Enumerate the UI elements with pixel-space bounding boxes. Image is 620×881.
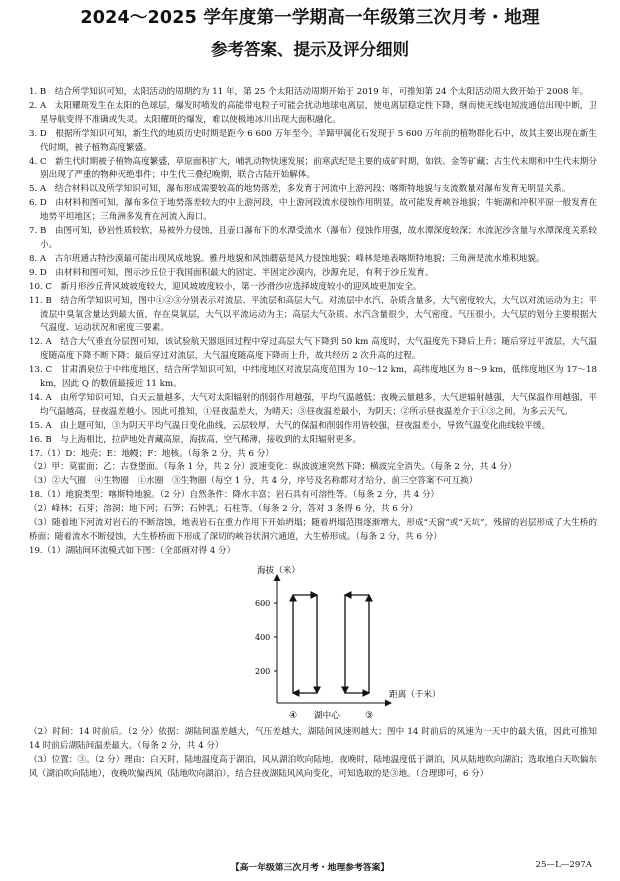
answer-item: 7. B 由图可知，砂岩性质较软，易被外力侵蚀，且壶口瀑布下的水潭受流水（瀑布）侵蚀作用强，故水潭深度较深；水流泥沙含量与水潭深度关系较小。 — [29, 226, 597, 250]
answer-item: 10. C 新月形沙丘背风坡坡度较大，迎风坡坡度较小，第一沙滑沙应选择坡度较小的迎风坡更加安全。 — [29, 281, 422, 292]
page-title: 2024～2025 学年度第一学期高一年级第三次月考・地理 — [80, 8, 540, 28]
y-tick-label: 600 — [255, 598, 271, 608]
answer-item: 18.（1）地貌类型：喀斯特地貌。（2 分）自然条件：降水丰富；岩石具有可溶性等。（每条 2 分，共 4 分） — [29, 490, 440, 501]
answer-item: 1. B 结合所学知识可知，太阳活动的周期约为 11 年，第 25 个太阳活动周期开始于 2019 年，可推知第 24 个太阳活动周大致开始于 2008 年。 — [29, 87, 589, 97]
y-tick-label: 200 — [255, 666, 271, 676]
point-label-left: ④ — [289, 710, 298, 721]
answer-item: 3. D 根据所学知识可知，新生代的地质历史时期是距今 6 600 万年至今。羊蹄甲属化石发现于 5 600 万年前的植物群化石中，故其主要出现在新生代时期，被子植物高度繁盛。 — [29, 128, 597, 153]
answer-item: 8. A 古尔班通古特沙漠最可能出现风成地貌。雅丹地貌和风蚀蘑菇是风力侵蚀地貌；峰林是地表喀斯特地貌；三角洲是流水堆积地貌。 — [29, 253, 545, 264]
answer-item: 6. D 由材料和图可知，瀑布多位于地势落差较大的中上游河段，中上游河段流水侵蚀作用明显，故可能发育峡谷地貌；牛轭湖和冲积平原一般发育在地势平坦地区；三角洲多发育在河流入海口。 — [29, 198, 597, 223]
answer-item: 12. A 结合大气垂直分层图可知，该试验航天器返回过程中穿过高层大气下降到 50 km 高度时，大气温度先下降后上升；随后穿过平流层，大气温度随高度下降不断下降；最后穿过对流层，大气温度随高度下降而上升，故共经历 2 次升高的过程。 — [29, 337, 597, 362]
answer-item: 17.（1）D：地壳；E：地幔；F：地核。（每条 2 分，共 6 分） — [29, 448, 274, 459]
answer-item: 2. A 太阳耀斑发生在太阳的色球层，爆发时喷发的高能带电粒子可能会扰动地球电离层，使电离层稳定性下降，继而使无线电短波通信出现中断，卫星导航变得不准确或失灵。太阳耀斑的爆发，难以使极地冰川出现大面积融化。 — [29, 100, 597, 125]
answer-item: （3）位置：③。（2 分）理由：白天时，陆地温度高于湖泊，风从湖泊吹向陆地，夜晚时，陆地温度低于湖泊，风从陆地吹向湖泊；选取地白天吹偏东风（湖泊吹向陆地），夜晚吹偏西风（陆地吹向湖泊），结合昼夜湖陆风风向变化，可知选取的是③地。（合理即可，6 分） — [29, 754, 597, 779]
page-footer — [0, 860, 620, 874]
answer-item: 9. D 由材料和图可知，图示沙丘位于我国面积最大的固定、半固定沙漠内，沙源充足，有利于沙丘发育。 — [29, 267, 434, 278]
page-subtitle: 参考答案、提示及评分细则 — [211, 40, 409, 59]
answer-item: 11. B 结合所学知识可知，图中①②③分别表示对流层、平流层和高层大气。对流层中水汽、杂质含量多，大气密度较大，大气以对流运动为主；平流层中臭氧含量达到最大值，存在臭氧层，大气以平流运动为主；高层大气杂质、水汽含量很少，大气密度、气压很小，大气层的划分主要根据大气温度、运动状况和密度三要素。 — [29, 295, 597, 334]
answer-body — [29, 86, 597, 781]
answer-item: （2）甲：莫霍面；乙：古登堡面。（每条 1 分，共 2 分）波速变化：纵波波速突然下降；横波完全消失。（每条 2 分，共 4 分） — [29, 462, 517, 473]
answer-item: 14. A 由所学知识可知，白天云量越多，大气对太阳辐射的削弱作用越强，平均气温越低；夜晚云量越多，大气逆辐射越强，大气保温作用越强，平均气温越高，昼夜温差越小。因此可推知，①昼夜温差大，为晴天；③昼夜温差最小，为阴天；②所示昼夜温差介于①③之间，为多云天气。 — [29, 392, 597, 417]
answer-item: 13. C 甘肃酒泉位于中纬度地区，结合所学知识可知，中纬度地区对流层高度范围为 10～12 km，高纬度地区为 8～9 km，低纬度地区为 17～18 km，因此 Q 的数值最接近 11 km。 — [29, 365, 597, 390]
answer-item: （3）随着地下河流对岩石的不断溶蚀，地表岩石在重力作用下开始坍塌；随着坍塌范围逐渐增大，形成“天窗”或“天坑”，残留的岩层形成了大生桥的桥面；随着流水不断侵蚀，大生桥桥面下形成了深切的峡谷状洞穴通道，大生桥形成。（每条 2 分，共 6 分） — [29, 518, 597, 542]
y-tick-label: 400 — [255, 632, 271, 642]
circulation-diagram — [29, 559, 597, 726]
answer-item: 19.（1）湖陆间环流模式如下图：（全部画对得 4 分） — [29, 545, 236, 556]
answer-item: （3）②大气圈 ④生物圈 ①水圈 ③生物圈（每空 1 分，共 4 分，序号及名称都对才给分，前三空答案不可互换） — [29, 476, 478, 487]
footer-title: 【高一年级第三次月考・地理参考答案】 — [230, 863, 390, 873]
answer-item: 5. A 结合材料以及所学知识可知，瀑布形成需要较高的地势落差，多发育于河流中上游河段；喀斯特地貌与支流数量对瀑布发育无明显关系。 — [29, 184, 571, 195]
y-axis-label: 海拔（米） — [257, 565, 300, 576]
answer-item: 15. A 由上题可知，③为阴天平均气温日变化曲线，云层较厚，大气的保温和削弱作用皆较强，昼夜温差小，导致气温变化曲线较平缓。 — [29, 420, 551, 431]
answer-item: （2）时间：14 时前后。（2 分）依据：湖陆间温差越大，气压差越大，湖陆间风速则越大；图中 14 时前后的风速为一天中的最大值，因此可推知 14 时前后湖陆间温差最大。（每条 2 分，共 4 分） — [29, 726, 597, 751]
circulation-diagram-svg — [219, 561, 444, 724]
answer-item: 4. C 新生代时期被子植物高度繁盛，草原面积扩大，哺乳动物快速发展；前寒武纪是主要的成矿时期，如铁、金等矿藏；古生代末期和中生代末期分别出现了严重的物种灭绝事件；中生代三叠纪晚期，联合古陆开始解体。 — [29, 156, 597, 181]
point-label-right: ③ — [365, 710, 374, 721]
x-axis-label: 距离（千米） — [389, 689, 441, 700]
answer-item: （2）峰林；石芽；溶洞；地下河；石笋；石钟乳；石柱等。（每条 2 分，答对 3 条得 6 分，共 6 分） — [29, 504, 418, 515]
answer-item: 16. B 与上海相比，拉萨地处青藏高原，海拔高，空气稀薄，接收到的太阳辐射更多。 — [29, 434, 362, 445]
lake-center-label: 湖中心 — [314, 710, 340, 721]
footer-code: 25—L—297A — [535, 860, 592, 870]
